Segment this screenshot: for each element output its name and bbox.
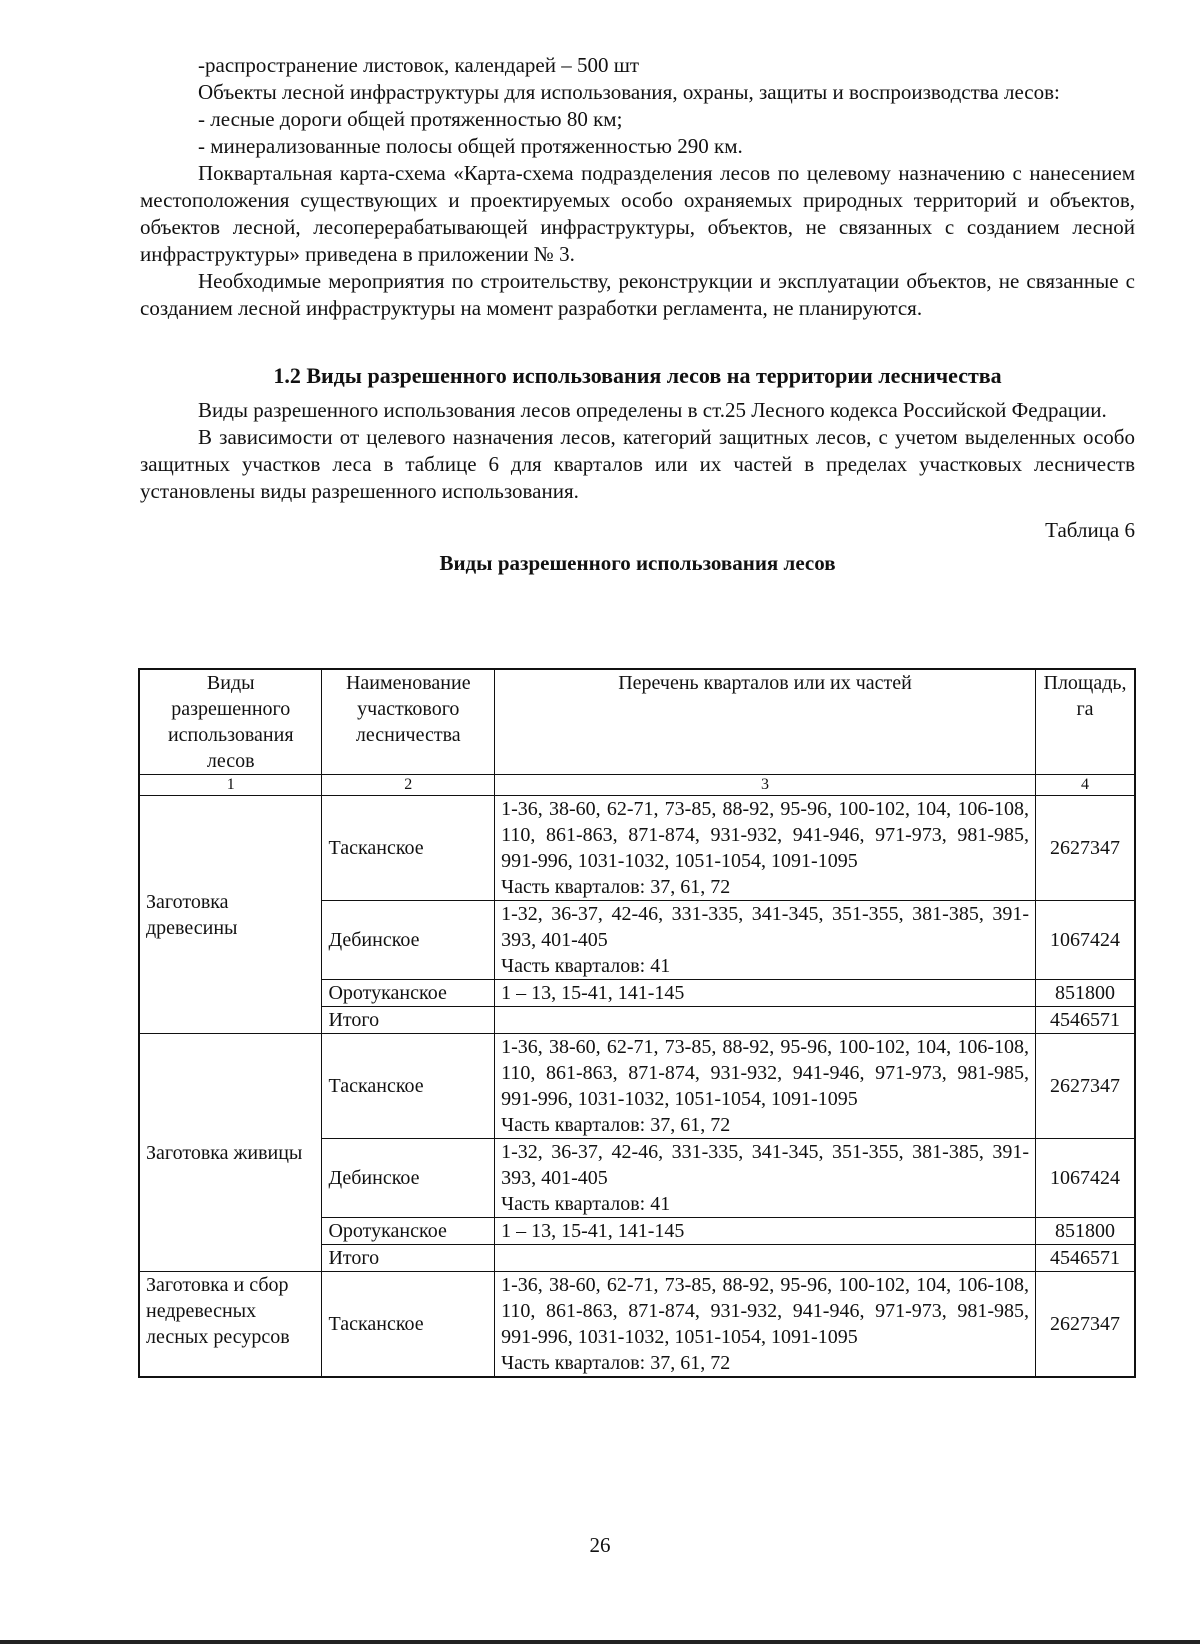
header-quarters: Перечень кварталов или их частей <box>495 669 1036 775</box>
column-number: 4 <box>1036 775 1135 796</box>
forestry-cell: Тасканское <box>322 1272 495 1378</box>
partial-quarters: Часть кварталов: 37, 61, 72 <box>501 1114 731 1136</box>
table-row <box>139 1034 1135 1139</box>
intro-line-2: Объекты лесной инфраструктуры для использования, охраны, защиты и воспроизводства лесов: <box>198 80 1060 104</box>
total-label: Итого <box>322 1245 495 1272</box>
total-area: 4546571 <box>1036 1245 1135 1272</box>
column-number: 2 <box>322 775 495 796</box>
use-type-cell: Заготовка живицы <box>139 1034 322 1272</box>
quarters-cell: 1 – 13, 15-41, 141-145 <box>495 1218 1036 1245</box>
quarters-cell: 1 – 13, 15-41, 141-145 <box>495 980 1036 1007</box>
table-number: Таблица 6 <box>1045 518 1135 542</box>
header-use-type: Виды разрешенного использования лесов <box>139 669 322 775</box>
quarters-cell <box>495 1139 1036 1218</box>
use-type-cell: Заготовка и сбор недревесных лесных ресурсов <box>139 1272 322 1378</box>
area-cell: 851800 <box>1036 1218 1135 1245</box>
table-caption: Виды разрешенного использования лесов <box>439 551 836 575</box>
quarters-list: 1-36, 38-60, 62-71, 73-85, 88-92, 95-96, 100-102, 104, 106-108, 110, 861-863, 871-874, 931-932, 941-946, 971-973, 981-985, 991-996, 1031-1032, 1051-1054, 1091-1095 <box>501 1274 1030 1348</box>
use-type-cell: Заготовка древесины <box>139 796 322 1034</box>
partial-quarters: Часть кварталов: 41 <box>501 1193 671 1215</box>
page-body <box>140 52 1135 583</box>
section-heading: 1.2 Виды разрешенного использования лесов на территории лесничества <box>273 363 1002 388</box>
area-cell: 851800 <box>1036 980 1135 1007</box>
scan-edge-line <box>0 1640 1200 1644</box>
page-number: 26 <box>589 1533 611 1557</box>
quarters-list: 1-36, 38-60, 62-71, 73-85, 88-92, 95-96, 100-102, 104, 106-108, 110, 861-863, 871-874, 931-932, 941-946, 971-973, 981-985, 991-996, 1031-1032, 1051-1054, 1091-1095 <box>501 1036 1030 1110</box>
empty-cell <box>495 1245 1036 1272</box>
table-header-row <box>139 669 1135 775</box>
column-number: 1 <box>139 775 322 796</box>
area-cell: 1067424 <box>1036 901 1135 980</box>
quarters-list: 1-32, 36-37, 42-46, 331-335, 341-345, 351-355, 381-385, 391-393, 401-405 <box>501 903 1030 951</box>
forestry-cell: Дебинское <box>322 1139 495 1218</box>
column-number-row <box>139 775 1135 796</box>
quarters-list: 1-32, 36-37, 42-46, 331-335, 341-345, 351-355, 381-385, 391-393, 401-405 <box>501 1141 1030 1189</box>
header-forestry: Наименование участкового лесничества <box>322 669 495 775</box>
empty-cell <box>495 1007 1036 1034</box>
intro-line-3: - лесные дороги общей протяженностью 80 км; <box>198 107 623 131</box>
section-paragraph-2: В зависимости от целевого назначения лесов, категорий защитных лесов, с учетом выделенных особо защитных участков леса в таблице 6 для кварталов или их частей в пределах участковых лесничеств установлены виды разрешенного использования. <box>140 425 1135 503</box>
quarters-cell <box>495 901 1036 980</box>
total-area: 4546571 <box>1036 1007 1135 1034</box>
area-cell: 2627347 <box>1036 1034 1135 1139</box>
forestry-cell: Оротуканское <box>322 980 495 1007</box>
section-paragraph-1: Виды разрешенного использования лесов определены в ст.25 Лесного кодекса Российской Федрации. <box>198 398 1107 422</box>
total-label: Итого <box>322 1007 495 1034</box>
quarters-list: 1-36, 38-60, 62-71, 73-85, 88-92, 95-96, 100-102, 104, 106-108, 110, 861-863, 871-874, 931-932, 941-946, 971-973, 981-985, 991-996, 1031-1032, 1051-1054, 1091-1095 <box>501 798 1030 872</box>
table-row <box>139 1272 1135 1378</box>
quarters-cell <box>495 1034 1036 1139</box>
partial-quarters: Часть кварталов: 37, 61, 72 <box>501 1352 731 1374</box>
quarters-cell <box>495 1272 1036 1378</box>
forestry-cell: Тасканское <box>322 1034 495 1139</box>
intro-line-1: -распространение листовок, календарей – 500 шт <box>198 53 640 77</box>
header-area: Площадь, га <box>1036 669 1135 775</box>
intro-line-4: - минерализованные полосы общей протяженностью 290 км. <box>198 134 743 158</box>
intro-paragraph-map: Поквартальная карта-схема «Карта-схема подразделения лесов по целевому назначению с нанесением местоположения существующих и проектируемых особо охраняемых природных территорий и объектов, объектов лесной, лесоперерабатывающей инфраструктуры, объектов, не связанных с созданием лесной инфраструктуры» приведена в приложении № 3. <box>140 161 1135 266</box>
forestry-cell: Оротуканское <box>322 1218 495 1245</box>
forest-use-table <box>138 668 1136 1378</box>
table-row <box>139 796 1135 901</box>
forestry-cell: Дебинское <box>322 901 495 980</box>
partial-quarters: Часть кварталов: 41 <box>501 955 671 977</box>
area-cell: 2627347 <box>1036 1272 1135 1378</box>
area-cell: 1067424 <box>1036 1139 1135 1218</box>
quarters-cell <box>495 796 1036 901</box>
partial-quarters: Часть кварталов: 37, 61, 72 <box>501 876 731 898</box>
column-number: 3 <box>495 775 1036 796</box>
area-cell: 2627347 <box>1036 796 1135 901</box>
intro-paragraph-measures: Необходимые мероприятия по строительству, реконструкции и эксплуатации объектов, не связанные с созданием лесной инфраструктуры на момент разработки регламента, не планируются. <box>140 269 1135 320</box>
forestry-cell: Тасканское <box>322 796 495 901</box>
